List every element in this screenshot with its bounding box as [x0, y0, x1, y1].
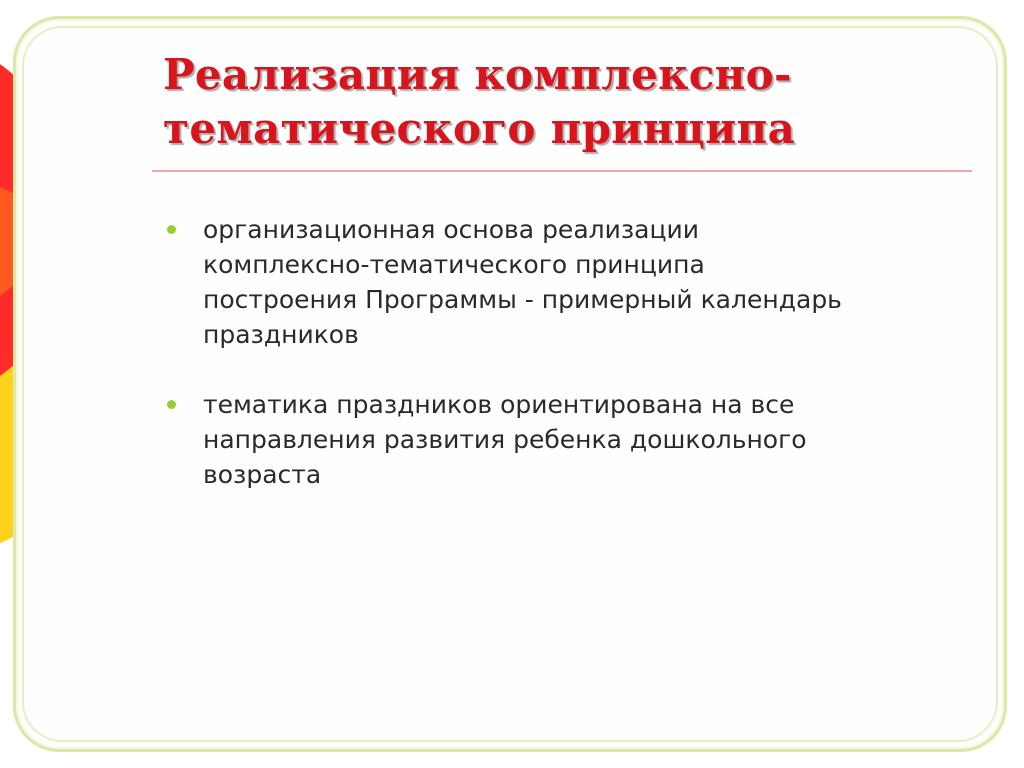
- bullet-item-2: [165, 387, 985, 492]
- slide-title-line-1: Реализация комплексно-: [163, 50, 792, 99]
- title-divider: [152, 170, 972, 172]
- bullet-item-1: [165, 212, 985, 352]
- bullet-1-line-4: праздников: [203, 320, 359, 349]
- slide-title-line-2: тематического принципа: [163, 103, 796, 153]
- bullet-dot-icon: [167, 225, 176, 234]
- bullet-2-line-2: направления развития ребенка дошкольного: [203, 425, 807, 454]
- bullet-2-line-1: тематика праздников ориентирована на все: [203, 390, 795, 419]
- slide-title: [163, 48, 963, 156]
- bullet-list: [165, 212, 985, 527]
- bullet-1-line-2: комплексно-тематического принципа: [203, 250, 705, 279]
- bullet-dot-icon: [167, 400, 176, 409]
- bullet-1-line-1: организационная основа реализации: [203, 215, 699, 244]
- bullet-1-line-3: построения Программы - примерный календарь: [203, 285, 842, 314]
- bullet-2-line-3: возраста: [203, 460, 322, 489]
